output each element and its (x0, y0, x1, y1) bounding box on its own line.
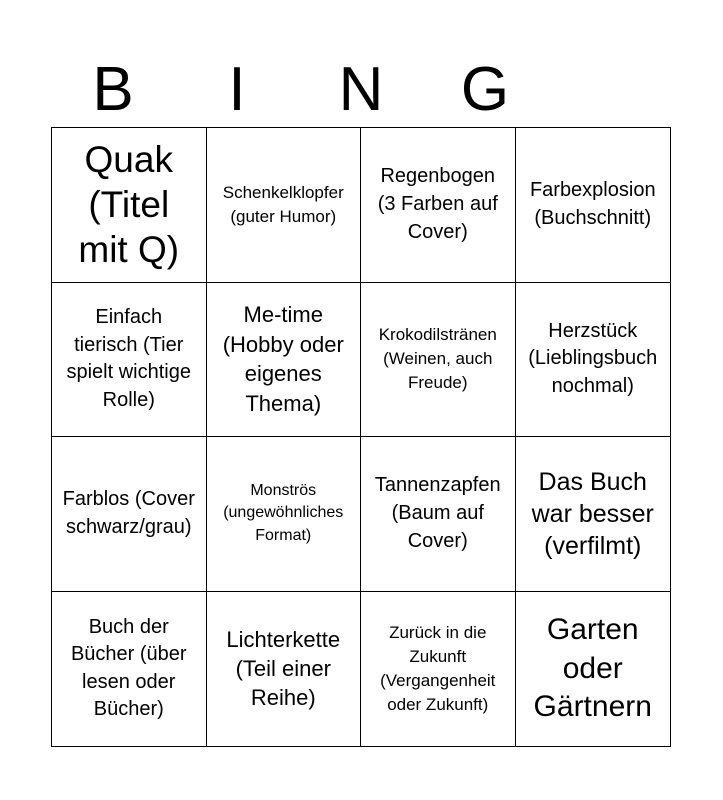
bingo-cell[interactable] (361, 128, 516, 283)
cell-text: Schenkelklopfer (guter Humor) (222, 182, 344, 226)
bingo-cell[interactable] (516, 437, 671, 592)
header-letter-b: B (92, 55, 134, 124)
cell-text: Krokodilstränen (Weinen, auch Freude) (378, 325, 497, 393)
bingo-cell[interactable] (207, 283, 362, 438)
cell-text: Das Buch war besser (verfilmt) (531, 467, 654, 560)
bingo-cell[interactable] (361, 437, 516, 592)
bingo-cell[interactable] (361, 592, 516, 747)
bingo-cell[interactable] (516, 128, 671, 283)
cell-text: Zurück in die Zukunft (Vergangenheit oder Zukunft) (380, 622, 496, 714)
cell-text: Quak (Titel mit Q) (78, 139, 180, 271)
cell-text: Regenbogen (3 Farben auf Cover) (377, 165, 498, 243)
header-letter-i: I (228, 55, 246, 124)
cell-text: Buch der Bücher (über lesen oder Bücher) (70, 615, 187, 721)
bingo-cell[interactable] (52, 592, 207, 747)
cell-text: Lichterkette (Teil einer Reihe) (226, 626, 341, 711)
bingo-cell[interactable] (52, 128, 207, 283)
bingo-cell[interactable] (361, 283, 516, 438)
bingo-cell[interactable] (52, 437, 207, 592)
bingo-cell[interactable] (52, 283, 207, 438)
header-letter-n: N (338, 55, 384, 124)
bingo-cell[interactable] (207, 592, 362, 747)
cell-text: Farblos (Cover schwarz/grau) (62, 488, 195, 538)
bingo-board (51, 127, 671, 747)
bingo-cell[interactable] (207, 437, 362, 592)
cell-text: Me-time (Hobby oder eigenes Thema) (222, 302, 344, 416)
cell-text: Tannenzapfen (Baum auf Cover) (374, 474, 501, 552)
cell-text: Monströs (ungewöhnliches Format) (223, 481, 344, 545)
cell-text: Einfach tierisch (Tier spielt wichtige Rolle) (66, 306, 191, 411)
cell-text: Farbexplosion (Buchschnitt) (529, 179, 656, 229)
bingo-cell[interactable] (516, 592, 671, 747)
cell-text: Garten oder Gärtnern (533, 613, 652, 723)
cell-text: Herzstück (Lieblingsbuch nochmal) (528, 319, 658, 398)
bingo-header (51, 52, 671, 128)
header-letter-g: G (460, 55, 510, 124)
bingo-cell[interactable] (516, 283, 671, 438)
bingo-cell[interactable] (207, 128, 362, 283)
